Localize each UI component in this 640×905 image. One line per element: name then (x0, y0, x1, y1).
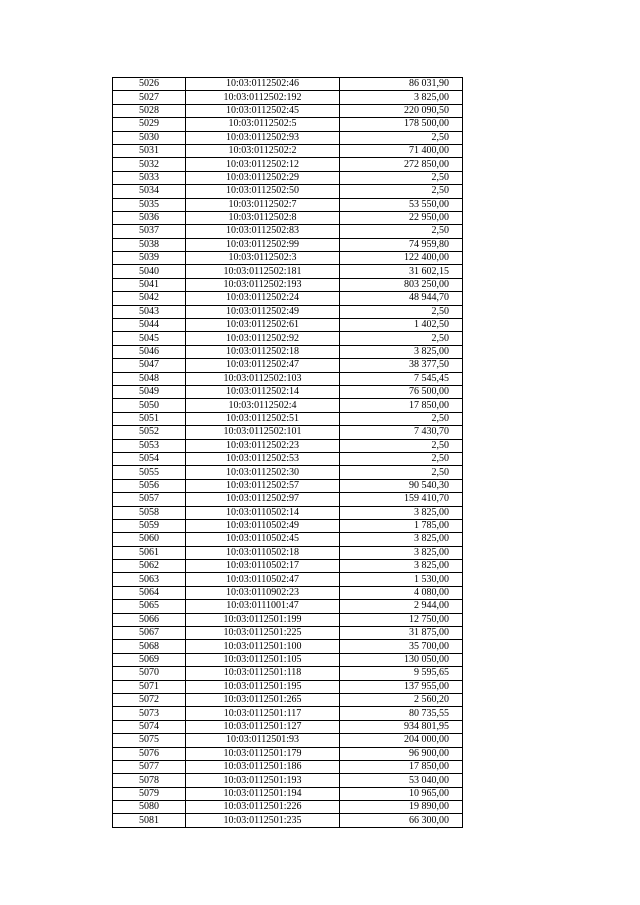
value-cell: 2,50 (340, 225, 463, 238)
row-number-cell: 5063 (113, 573, 186, 586)
table-row (113, 278, 463, 291)
row-number-cell: 5032 (113, 158, 186, 171)
row-number-cell: 5069 (113, 653, 186, 666)
cadastral-number-cell: 10:03:0112502:99 (186, 238, 340, 251)
table-body (113, 78, 463, 828)
cadastral-number-cell: 10:03:0110502:49 (186, 519, 340, 532)
table-row (113, 693, 463, 706)
table-row (113, 372, 463, 385)
row-number-cell: 5034 (113, 185, 186, 198)
value-cell: 2,50 (340, 452, 463, 465)
value-cell: 2,50 (340, 439, 463, 452)
table-row (113, 533, 463, 546)
table-row (113, 225, 463, 238)
value-cell: 48 944,70 (340, 292, 463, 305)
value-cell: 17 850,00 (340, 399, 463, 412)
value-cell: 76 500,00 (340, 385, 463, 398)
row-number-cell: 5036 (113, 211, 186, 224)
table-row (113, 158, 463, 171)
cadastral-number-cell: 10:03:0112502:2 (186, 144, 340, 157)
value-cell: 272 850,00 (340, 158, 463, 171)
row-number-cell: 5048 (113, 372, 186, 385)
table-row (113, 479, 463, 492)
table-row (113, 640, 463, 653)
cadastral-number-cell: 10:03:0112502:18 (186, 345, 340, 358)
cadastral-number-cell: 10:03:0112502:192 (186, 91, 340, 104)
value-cell: 35 700,00 (340, 640, 463, 653)
table-row (113, 627, 463, 640)
row-number-cell: 5041 (113, 278, 186, 291)
value-cell: 3 825,00 (340, 345, 463, 358)
row-number-cell: 5065 (113, 600, 186, 613)
row-number-cell: 5027 (113, 91, 186, 104)
value-cell: 2,50 (340, 185, 463, 198)
value-cell: 3 825,00 (340, 533, 463, 546)
row-number-cell: 5080 (113, 801, 186, 814)
value-cell: 86 031,90 (340, 78, 463, 91)
cadastral-number-cell: 10:03:0112501:195 (186, 680, 340, 693)
value-cell: 159 410,70 (340, 493, 463, 506)
row-number-cell: 5026 (113, 78, 186, 91)
cadastral-value-table (112, 77, 463, 828)
value-cell: 74 959,80 (340, 238, 463, 251)
cadastral-number-cell: 10:03:0112502:83 (186, 225, 340, 238)
value-cell: 96 900,00 (340, 747, 463, 760)
table-row (113, 252, 463, 265)
table-row (113, 265, 463, 278)
cadastral-number-cell: 10:03:0112502:23 (186, 439, 340, 452)
cadastral-number-cell: 10:03:0112501:265 (186, 693, 340, 706)
value-cell: 220 090,50 (340, 104, 463, 117)
row-number-cell: 5064 (113, 586, 186, 599)
cadastral-number-cell: 10:03:0112502:97 (186, 493, 340, 506)
cadastral-number-cell: 10:03:0112502:14 (186, 385, 340, 398)
row-number-cell: 5078 (113, 774, 186, 787)
cadastral-number-cell: 10:03:0112501:186 (186, 760, 340, 773)
cadastral-number-cell: 10:03:0112502:46 (186, 78, 340, 91)
table-row (113, 171, 463, 184)
value-cell: 7 545,45 (340, 372, 463, 385)
table-row (113, 452, 463, 465)
table-row (113, 506, 463, 519)
table-row (113, 814, 463, 827)
value-cell: 38 377,50 (340, 359, 463, 372)
value-cell: 1 402,50 (340, 319, 463, 332)
value-cell: 2,50 (340, 466, 463, 479)
cadastral-number-cell: 10:03:0112502:51 (186, 412, 340, 425)
cadastral-number-cell: 10:03:0112502:7 (186, 198, 340, 211)
row-number-cell: 5030 (113, 131, 186, 144)
table-row (113, 600, 463, 613)
table-row (113, 519, 463, 532)
cadastral-number-cell: 10:03:0112502:181 (186, 265, 340, 278)
row-number-cell: 5062 (113, 560, 186, 573)
value-cell: 12 750,00 (340, 613, 463, 626)
table-row (113, 734, 463, 747)
table-row (113, 720, 463, 733)
row-number-cell: 5037 (113, 225, 186, 238)
value-cell: 19 890,00 (340, 801, 463, 814)
cadastral-number-cell: 10:03:0112502:30 (186, 466, 340, 479)
cadastral-number-cell: 10:03:0112502:93 (186, 131, 340, 144)
cadastral-number-cell: 10:03:0112502:12 (186, 158, 340, 171)
table-row (113, 78, 463, 91)
value-cell: 31 602,15 (340, 265, 463, 278)
value-cell: 137 955,00 (340, 680, 463, 693)
value-cell: 2 560,20 (340, 693, 463, 706)
table-row (113, 359, 463, 372)
row-number-cell: 5044 (113, 319, 186, 332)
table-row (113, 144, 463, 157)
cadastral-number-cell: 10:03:0110502:18 (186, 546, 340, 559)
table-row (113, 211, 463, 224)
value-cell: 1 785,00 (340, 519, 463, 532)
table-row (113, 426, 463, 439)
row-number-cell: 5073 (113, 707, 186, 720)
cadastral-number-cell: 10:03:0112501:93 (186, 734, 340, 747)
table-row (113, 305, 463, 318)
cadastral-number-cell: 10:03:0112501:235 (186, 814, 340, 827)
value-cell: 7 430,70 (340, 426, 463, 439)
table-row (113, 707, 463, 720)
value-cell: 3 825,00 (340, 506, 463, 519)
cadastral-number-cell: 10:03:0112501:194 (186, 787, 340, 800)
table-row (113, 332, 463, 345)
row-number-cell: 5038 (113, 238, 186, 251)
value-cell: 17 850,00 (340, 760, 463, 773)
row-number-cell: 5070 (113, 667, 186, 680)
row-number-cell: 5052 (113, 426, 186, 439)
table-row (113, 680, 463, 693)
value-cell: 2,50 (340, 412, 463, 425)
row-number-cell: 5029 (113, 118, 186, 131)
cadastral-number-cell: 10:03:0112502:3 (186, 252, 340, 265)
row-number-cell: 5047 (113, 359, 186, 372)
value-cell: 4 080,00 (340, 586, 463, 599)
cadastral-number-cell: 10:03:0112502:5 (186, 118, 340, 131)
value-cell: 53 550,00 (340, 198, 463, 211)
cadastral-number-cell: 10:03:0112501:199 (186, 613, 340, 626)
value-cell: 9 595,65 (340, 667, 463, 680)
row-number-cell: 5058 (113, 506, 186, 519)
table-row (113, 185, 463, 198)
row-number-cell: 5031 (113, 144, 186, 157)
row-number-cell: 5035 (113, 198, 186, 211)
value-cell: 2 944,00 (340, 600, 463, 613)
row-number-cell: 5055 (113, 466, 186, 479)
table-row (113, 573, 463, 586)
table-row (113, 118, 463, 131)
value-cell: 3 825,00 (340, 560, 463, 573)
table-row (113, 238, 463, 251)
row-number-cell: 5066 (113, 613, 186, 626)
value-cell: 22 950,00 (340, 211, 463, 224)
row-number-cell: 5053 (113, 439, 186, 452)
cadastral-number-cell: 10:03:0112501:179 (186, 747, 340, 760)
row-number-cell: 5060 (113, 533, 186, 546)
row-number-cell: 5076 (113, 747, 186, 760)
value-cell: 2,50 (340, 332, 463, 345)
row-number-cell: 5077 (113, 760, 186, 773)
cadastral-number-cell: 10:03:0112501:117 (186, 707, 340, 720)
value-cell: 2,50 (340, 171, 463, 184)
table-row (113, 667, 463, 680)
value-cell: 803 250,00 (340, 278, 463, 291)
cadastral-number-cell: 10:03:0112501:105 (186, 653, 340, 666)
row-number-cell: 5056 (113, 479, 186, 492)
row-number-cell: 5059 (113, 519, 186, 532)
table-row (113, 586, 463, 599)
cadastral-number-cell: 10:03:0112502:193 (186, 278, 340, 291)
value-cell: 934 801,95 (340, 720, 463, 733)
table-row (113, 345, 463, 358)
row-number-cell: 5054 (113, 452, 186, 465)
value-cell: 31 875,00 (340, 627, 463, 640)
row-number-cell: 5057 (113, 493, 186, 506)
cadastral-number-cell: 10:03:0112502:8 (186, 211, 340, 224)
value-cell: 122 400,00 (340, 252, 463, 265)
row-number-cell: 5067 (113, 627, 186, 640)
value-cell: 2,50 (340, 305, 463, 318)
table-row (113, 439, 463, 452)
row-number-cell: 5042 (113, 292, 186, 305)
table-row (113, 385, 463, 398)
table-row (113, 560, 463, 573)
cadastral-number-cell: 10:03:0112502:49 (186, 305, 340, 318)
cadastral-number-cell: 10:03:0112502:61 (186, 319, 340, 332)
cadastral-number-cell: 10:03:0110502:47 (186, 573, 340, 586)
table-row (113, 104, 463, 117)
table-row (113, 747, 463, 760)
cadastral-number-cell: 10:03:0112502:50 (186, 185, 340, 198)
cadastral-number-cell: 10:03:0112502:45 (186, 104, 340, 117)
row-number-cell: 5068 (113, 640, 186, 653)
table-row (113, 466, 463, 479)
table-row (113, 493, 463, 506)
row-number-cell: 5033 (113, 171, 186, 184)
row-number-cell: 5046 (113, 345, 186, 358)
cadastral-number-cell: 10:03:0112502:103 (186, 372, 340, 385)
cadastral-number-cell: 10:03:0112501:118 (186, 667, 340, 680)
row-number-cell: 5043 (113, 305, 186, 318)
table-row (113, 131, 463, 144)
row-number-cell: 5040 (113, 265, 186, 278)
cadastral-number-cell: 10:03:0112501:193 (186, 774, 340, 787)
table-row (113, 91, 463, 104)
row-number-cell: 5075 (113, 734, 186, 747)
value-cell: 53 040,00 (340, 774, 463, 787)
row-number-cell: 5061 (113, 546, 186, 559)
value-cell: 178 500,00 (340, 118, 463, 131)
row-number-cell: 5079 (113, 787, 186, 800)
cadastral-number-cell: 10:03:0110902:23 (186, 586, 340, 599)
cadastral-number-cell: 10:03:0111001:47 (186, 600, 340, 613)
value-cell: 80 735,55 (340, 707, 463, 720)
value-cell: 3 825,00 (340, 546, 463, 559)
table-row (113, 546, 463, 559)
table-row (113, 787, 463, 800)
table-row (113, 653, 463, 666)
cadastral-number-cell: 10:03:0112502:4 (186, 399, 340, 412)
table-row (113, 412, 463, 425)
cadastral-number-cell: 10:03:0110502:17 (186, 560, 340, 573)
row-number-cell: 5028 (113, 104, 186, 117)
table-row (113, 292, 463, 305)
row-number-cell: 5050 (113, 399, 186, 412)
row-number-cell: 5051 (113, 412, 186, 425)
cadastral-number-cell: 10:03:0112501:225 (186, 627, 340, 640)
row-number-cell: 5039 (113, 252, 186, 265)
value-cell: 66 300,00 (340, 814, 463, 827)
cadastral-number-cell: 10:03:0112501:226 (186, 801, 340, 814)
cadastral-number-cell: 10:03:0110502:14 (186, 506, 340, 519)
cadastral-number-cell: 10:03:0112502:53 (186, 452, 340, 465)
value-cell: 3 825,00 (340, 91, 463, 104)
row-number-cell: 5074 (113, 720, 186, 733)
table-row (113, 198, 463, 211)
value-cell: 130 050,00 (340, 653, 463, 666)
row-number-cell: 5072 (113, 693, 186, 706)
cadastral-number-cell: 10:03:0112502:101 (186, 426, 340, 439)
row-number-cell: 5049 (113, 385, 186, 398)
table-row (113, 801, 463, 814)
table-row (113, 774, 463, 787)
value-cell: 1 530,00 (340, 573, 463, 586)
table-row (113, 613, 463, 626)
value-cell: 90 540,30 (340, 479, 463, 492)
cadastral-number-cell: 10:03:0110502:45 (186, 533, 340, 546)
cadastral-number-cell: 10:03:0112502:29 (186, 171, 340, 184)
row-number-cell: 5081 (113, 814, 186, 827)
table-row (113, 399, 463, 412)
cadastral-number-cell: 10:03:0112502:57 (186, 479, 340, 492)
value-cell: 204 000,00 (340, 734, 463, 747)
cadastral-number-cell: 10:03:0112502:47 (186, 359, 340, 372)
value-cell: 10 965,00 (340, 787, 463, 800)
row-number-cell: 5071 (113, 680, 186, 693)
cadastral-number-cell: 10:03:0112502:24 (186, 292, 340, 305)
table-row (113, 760, 463, 773)
value-cell: 71 400,00 (340, 144, 463, 157)
table-row (113, 319, 463, 332)
row-number-cell: 5045 (113, 332, 186, 345)
value-cell: 2,50 (340, 131, 463, 144)
cadastral-number-cell: 10:03:0112501:100 (186, 640, 340, 653)
cadastral-number-cell: 10:03:0112501:127 (186, 720, 340, 733)
cadastral-number-cell: 10:03:0112502:92 (186, 332, 340, 345)
